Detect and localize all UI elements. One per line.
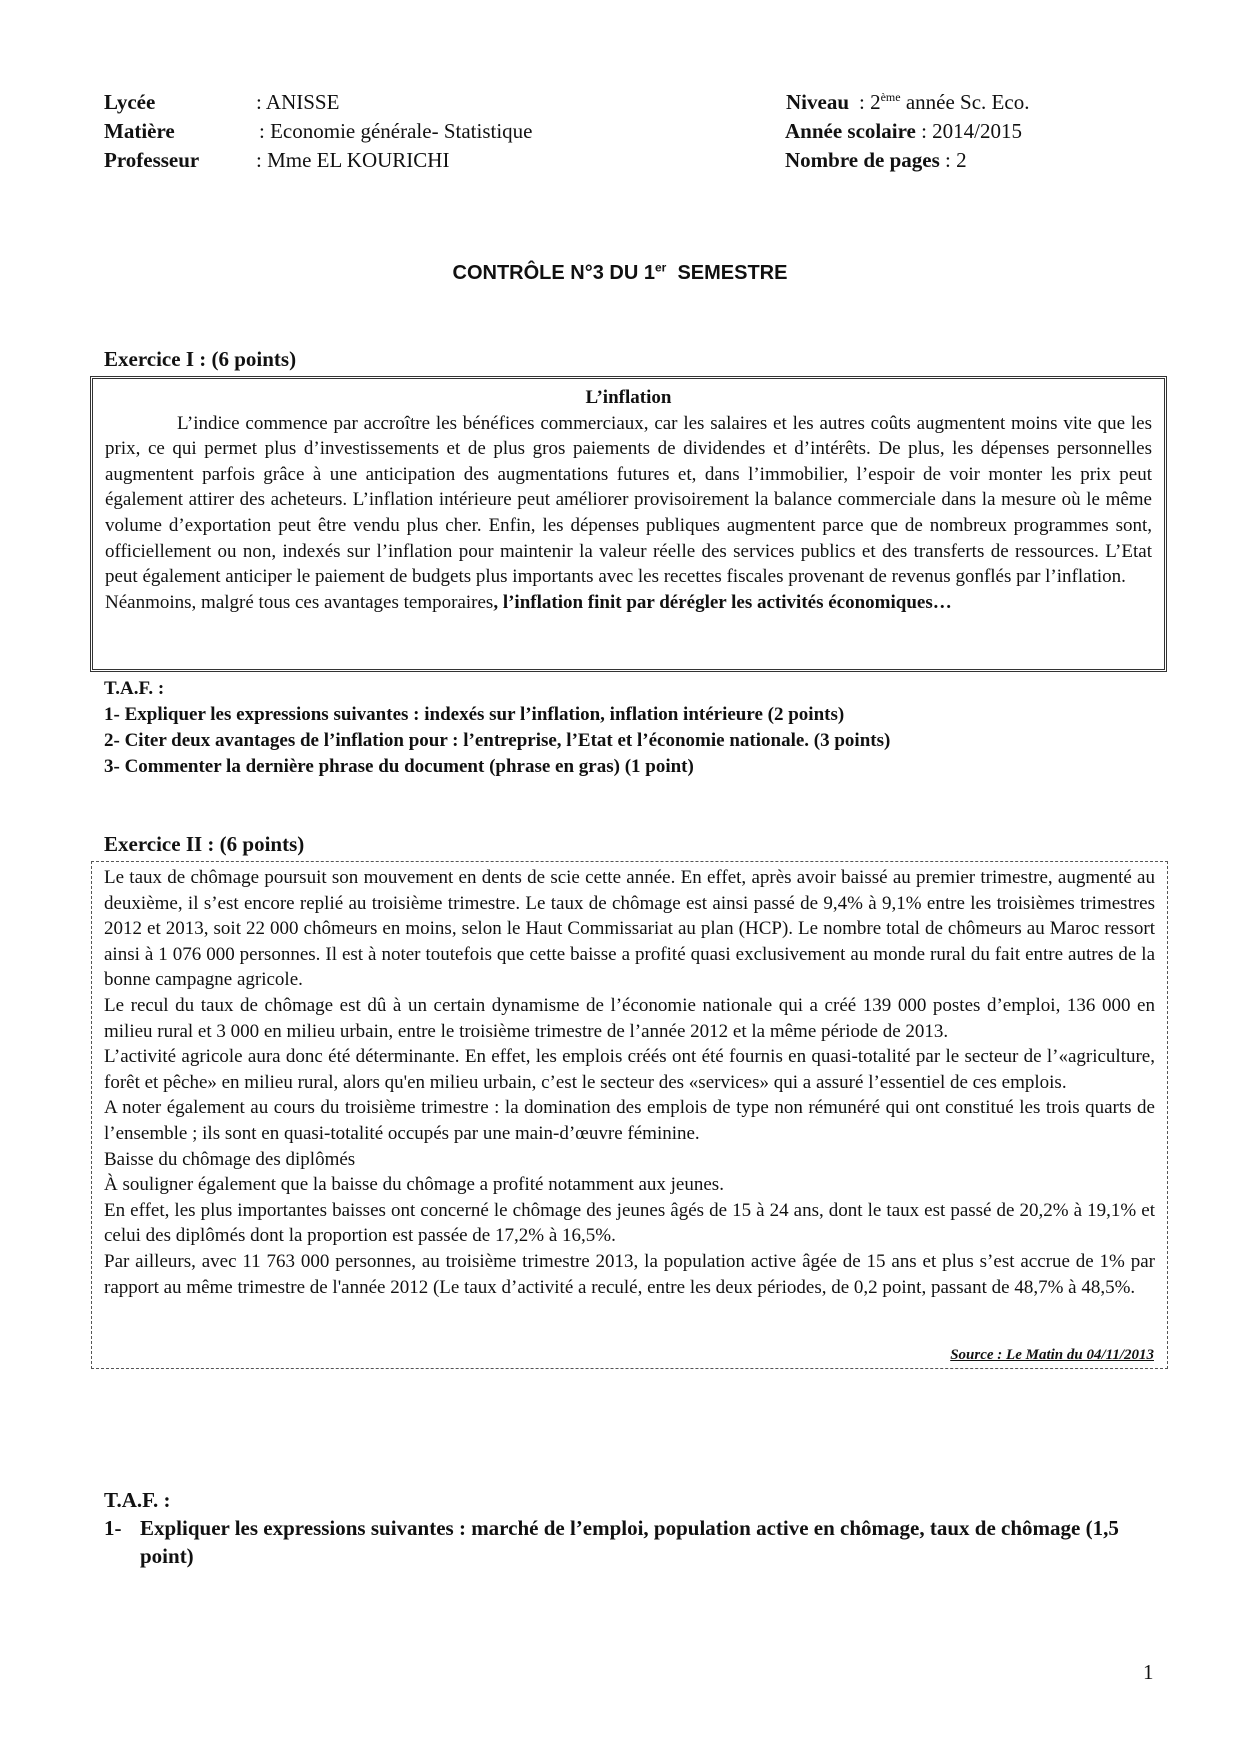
exercise2-question-1: 1- Expliquer les expressions suivantes : marché de l’emploi, population active en chômage, taux de chômage (1,5 point) <box>104 1516 1119 1568</box>
header-left <box>104 88 533 175</box>
exercise1-question-2: 2- Citer deux avantages de l’inflation pour : l’entreprise, l’Etat et l’économie nationale. (3 points) <box>104 730 891 751</box>
exercise1-document-box <box>90 376 1167 672</box>
lycee-value: : ANISSE <box>256 90 340 114</box>
lycee-label: Lycée <box>104 90 156 114</box>
exercise1-heading: Exercice I : (6 points) <box>104 347 297 371</box>
header-right <box>785 88 1029 175</box>
exercise2-paragraph: Le taux de chômage poursuit son mouvement en dents de scie cette année. En effet, après avoir baissé au premier trimestre, augmenté au deuxième, il s’est encore replié au troisième trimestre. Le taux de chômage est ainsi passé de 9,4% à 9,1% entre les troisièmes trimestres 2012 et 2013, soit 22 000 chômeurs en moins, selon le Haut Commissariat au plan (HCP). Le nombre total de chômeurs au Maroc ressort ainsi à 1 076 000 personnes. Il est à noter toutefois que cette baisse a profité quasi exclusivement au monde rural du fait entre autres de la bonne campagne agricole. <box>104 867 1155 991</box>
exercise1-taf <box>104 676 890 780</box>
exercise2-source: Source : Le Matin du 04/11/2013 <box>950 1347 1154 1363</box>
exercise2-taf <box>104 1486 1166 1570</box>
exercise2-taf-label: T.A.F. : <box>104 1488 171 1512</box>
exercise1-taf-label: T.A.F. : <box>104 678 165 699</box>
pages-label: Nombre de pages <box>785 148 940 172</box>
professeur-label: Professeur <box>104 148 200 172</box>
exercise1-last-sentence: Néanmoins, malgré tous ces avantages temporaires, l’inflation finit par dérégler les activités économiques… <box>105 591 952 613</box>
exercise2-heading: Exercice II : (6 points) <box>104 832 305 856</box>
niveau-value: : 2ème année Sc. Eco. <box>859 90 1030 114</box>
exercise2-paragraph: Le recul du taux de chômage est dû à un certain dynamisme de l’économie nationale qui a créé 139 000 postes d’emploi, 136 000 en milieu rural et 3 000 en milieu urbain, entre le troisième trimestre de l’année 2012 et la même période de 2013. <box>104 994 1155 1042</box>
exercise1-question-3: 3- Commenter la dernière phrase du document (phrase en gras) (1 point) <box>104 756 694 777</box>
exercise2-paragraph: L’activité agricole aura donc été déterminante. En effet, les emplois créés ont été fournis en quasi-totalité par le secteur de l’«agriculture, forêt et pêche» en milieu rural, alors qu'en milieu urbain, c’est le secteur des «services» qui a assuré l’essentiel de ces emplois. <box>104 1046 1155 1093</box>
matiere-label: Matière <box>104 119 175 143</box>
exercise2-paragraph: A noter également au cours du troisième trimestre : la domination des emplois de type non rémunéré qui ont constitué les trois quarts de l’ensemble ; ils sont en quasi-totalité occupés par une main-d’œuvre féminine. <box>104 1097 1155 1144</box>
pages-value: : 2 <box>939 148 967 172</box>
exercise1-document-title: L’inflation <box>585 387 672 408</box>
page-title: CONTRÔLE N°3 DU 1er SEMESTRE <box>452 260 788 284</box>
professeur-value: : Mme EL KOURICHI <box>256 148 450 172</box>
exercise1-paragraph: L’indice commence par accroître les bénéfices commerciaux, car les salaires et les autres coûts augmentent moins vite que les prix, ce qui permet plus d’investissements et de plus gros paiements de dividendes et d’intérêts. De plus, les dépenses personnelles augmentent parfois grâce à une anticipation des augmentations futures et, dans l’immobilier, l’espoir de voir monter les prix peut également attirer des acheteurs. L’inflation intérieure peut améliorer provisoirement la balance commerciale dans la mesure où le même volume d’exportation peut être vendu plus cher. Enfin, les dépenses publiques augmentent parce que de nombreux programmes sont, officiellement ou non, indexés sur l’inflation pour maintenir la valeur réelle des services publics et des transferts de ressources. L’Etat peut également anticiper le paiement de budgets plus importants avec les recettes fiscales provenant de revenus gonflés par l’inflation. <box>105 412 1152 588</box>
exercise2-document-box <box>91 861 1168 1369</box>
exercise1-question-1: 1- Expliquer les expressions suivantes : indexés sur l’inflation, inflation intérieure (2 points) <box>104 704 845 725</box>
exercise2-paragraph: En effet, les plus importantes baisses ont concerné le chômage des jeunes âgés de 15 à 24 ans, dont le taux est passé de 20,2% à 19,1% et celui des diplômés dont la proportion est passée de 17,2% à 16,5%. <box>104 1199 1155 1247</box>
matiere-value: : Economie générale- Statistique <box>259 119 533 143</box>
exercise2-subheading: Baisse du chômage des diplômés <box>104 1148 356 1170</box>
annee-label: Année scolaire <box>785 119 916 143</box>
niveau-label: Niveau <box>786 90 849 114</box>
exercise2-paragraph: À souligner également que la baisse du chômage a profité notamment aux jeunes. <box>104 1174 724 1196</box>
exercise2-paragraph: Par ailleurs, avec 11 763 000 personnes, au troisième trimestre 2013, la population active âgée de 15 ans et plus s’est accrue de 1% par rapport au même trimestre de l'année 2012 (Le taux d’activité a reculé, entre les deux périodes, de 0,2 point, passant de 48,7% à 48,5%. <box>104 1250 1155 1298</box>
page-number: 1 <box>1143 1660 1154 1684</box>
annee-value: : 2014/2015 <box>915 119 1023 143</box>
